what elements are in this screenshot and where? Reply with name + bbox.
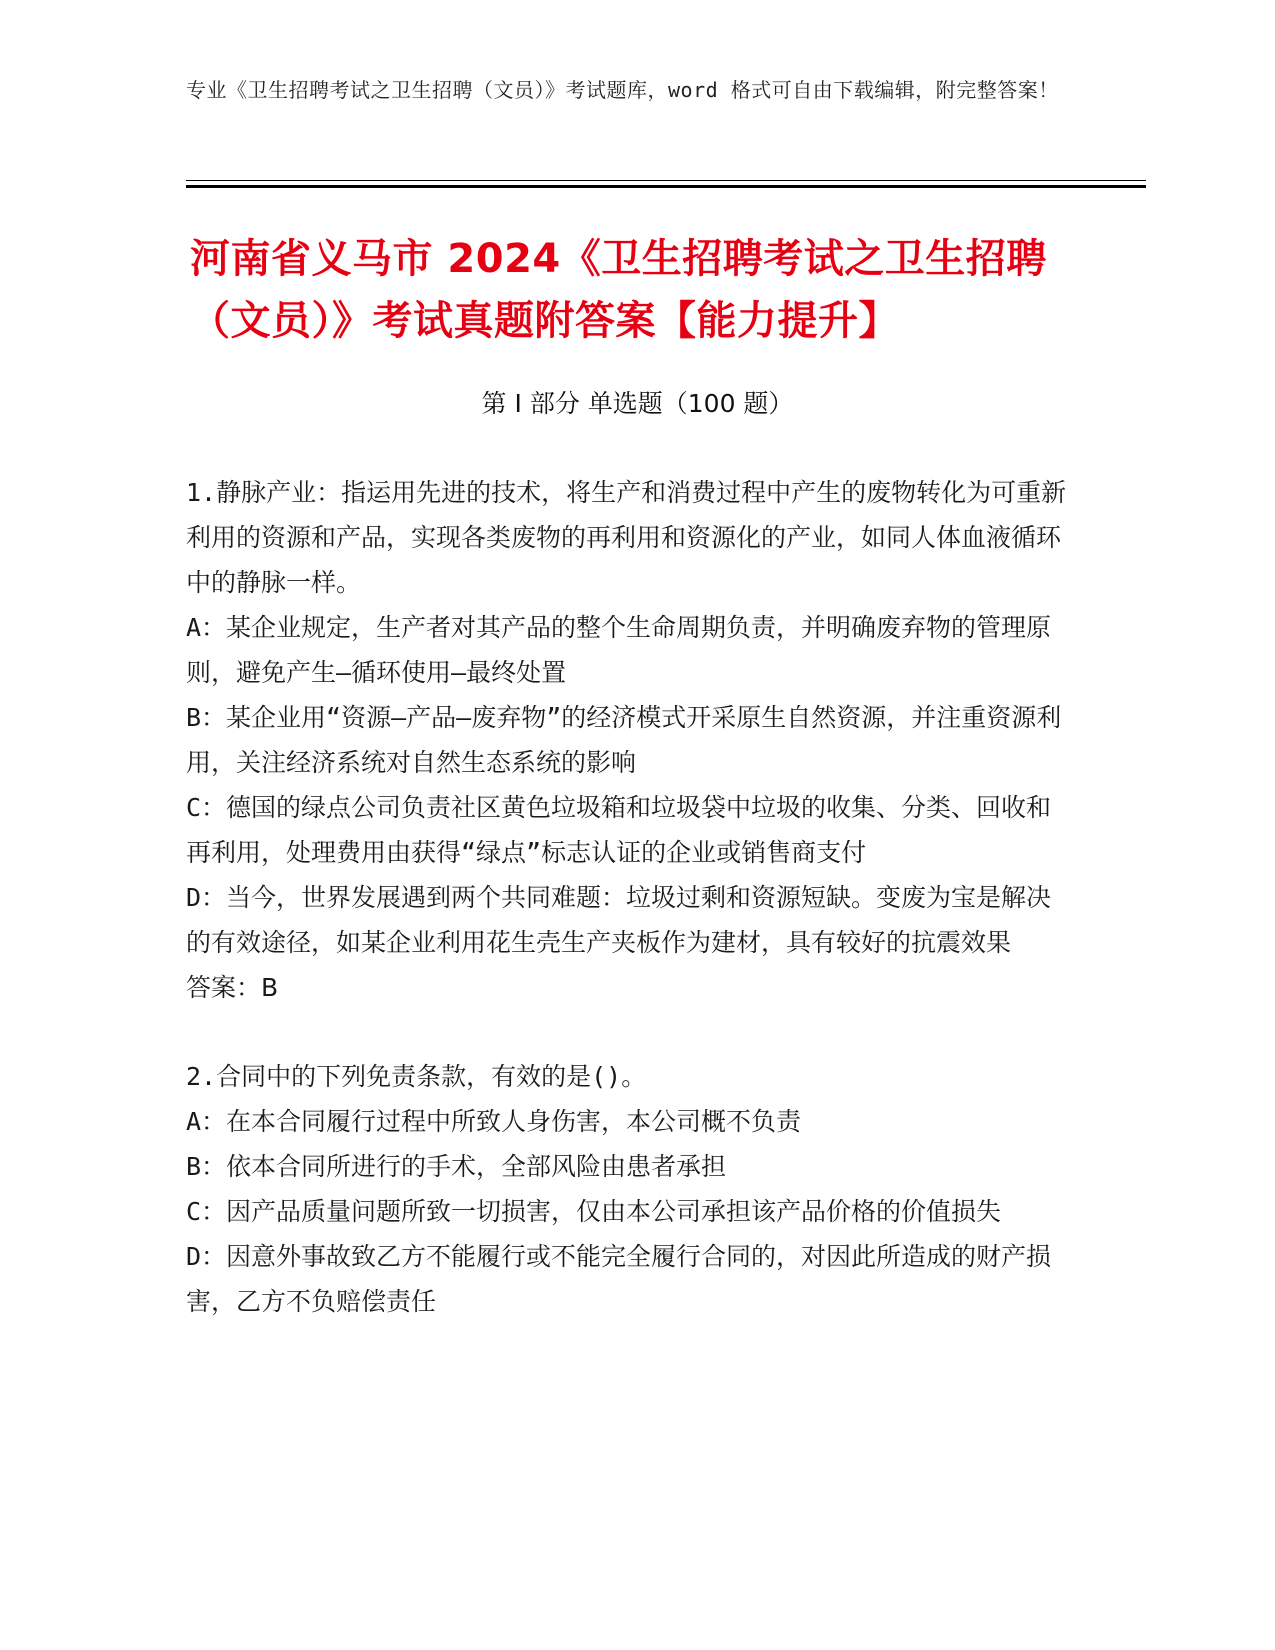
question-spacer	[186, 1010, 1071, 1054]
question-stem: 2.合同中的下列免责条款，有效的是()。	[186, 1062, 647, 1091]
header-rule-thin	[186, 180, 1146, 181]
option-b: B：某企业用“资源—产品—废弃物”的经济模式开采原生自然资源，并注重资源利用，关注经济系统对自然生态系统的影响	[186, 703, 1062, 777]
document-title: 河南省义马市 2024《卫生招聘考试之卫生招聘（文员）》考试真题附答案【能力提升】	[190, 236, 1047, 344]
option-c: C：德国的绿点公司负责社区黄色垃圾箱和垃圾袋中垃圾的收集、分类、回收和再利用，处理费用由获得“绿点”标志认证的企业或销售商支付	[186, 793, 1052, 867]
section-heading: 第 I 部分 单选题（100 题）	[481, 389, 794, 418]
header-note: 专业《卫生招聘考试之卫生招聘（文员）》考试题库，word 格式可自由下载编辑，附完整答案！	[186, 78, 1059, 102]
header-rule-thick	[186, 185, 1146, 188]
option-d: D：因意外事故致乙方不能履行或不能完全履行合同的，对因此所造成的财产损害，乙方不负赔偿责任	[186, 1242, 1052, 1316]
answer-line: 答案：B	[186, 973, 279, 1002]
option-a: A：在本合同履行过程中所致人身伤害，本公司概不负责	[186, 1107, 802, 1136]
option-a: A：某企业规定，生产者对其产品的整个生命周期负责，并明确废弃物的管理原则，避免产生—循环使用—最终处置	[186, 613, 1052, 687]
option-c: C：因产品质量问题所致一切损害，仅由本公司承担该产品价格的价值损失	[186, 1197, 1002, 1226]
question-2	[186, 1054, 1071, 1324]
question-stem: 1.静脉产业：指运用先进的技术，将生产和消费过程中产生的废物转化为可重新利用的资源和产品，实现各类废物的再利用和资源化的产业，如同人体血液循环中的静脉一样。	[186, 478, 1067, 597]
question-list	[186, 470, 1071, 1324]
option-d: D：当今，世界发展遇到两个共同难题：垃圾过剩和资源短缺。变废为宝是解决的有效途径，如某企业利用花生壳生产夹板作为建材，具有较好的抗震效果	[186, 883, 1052, 957]
option-b: B：依本合同所进行的手术，全部风险由患者承担	[186, 1152, 727, 1181]
question-1	[186, 470, 1071, 1010]
